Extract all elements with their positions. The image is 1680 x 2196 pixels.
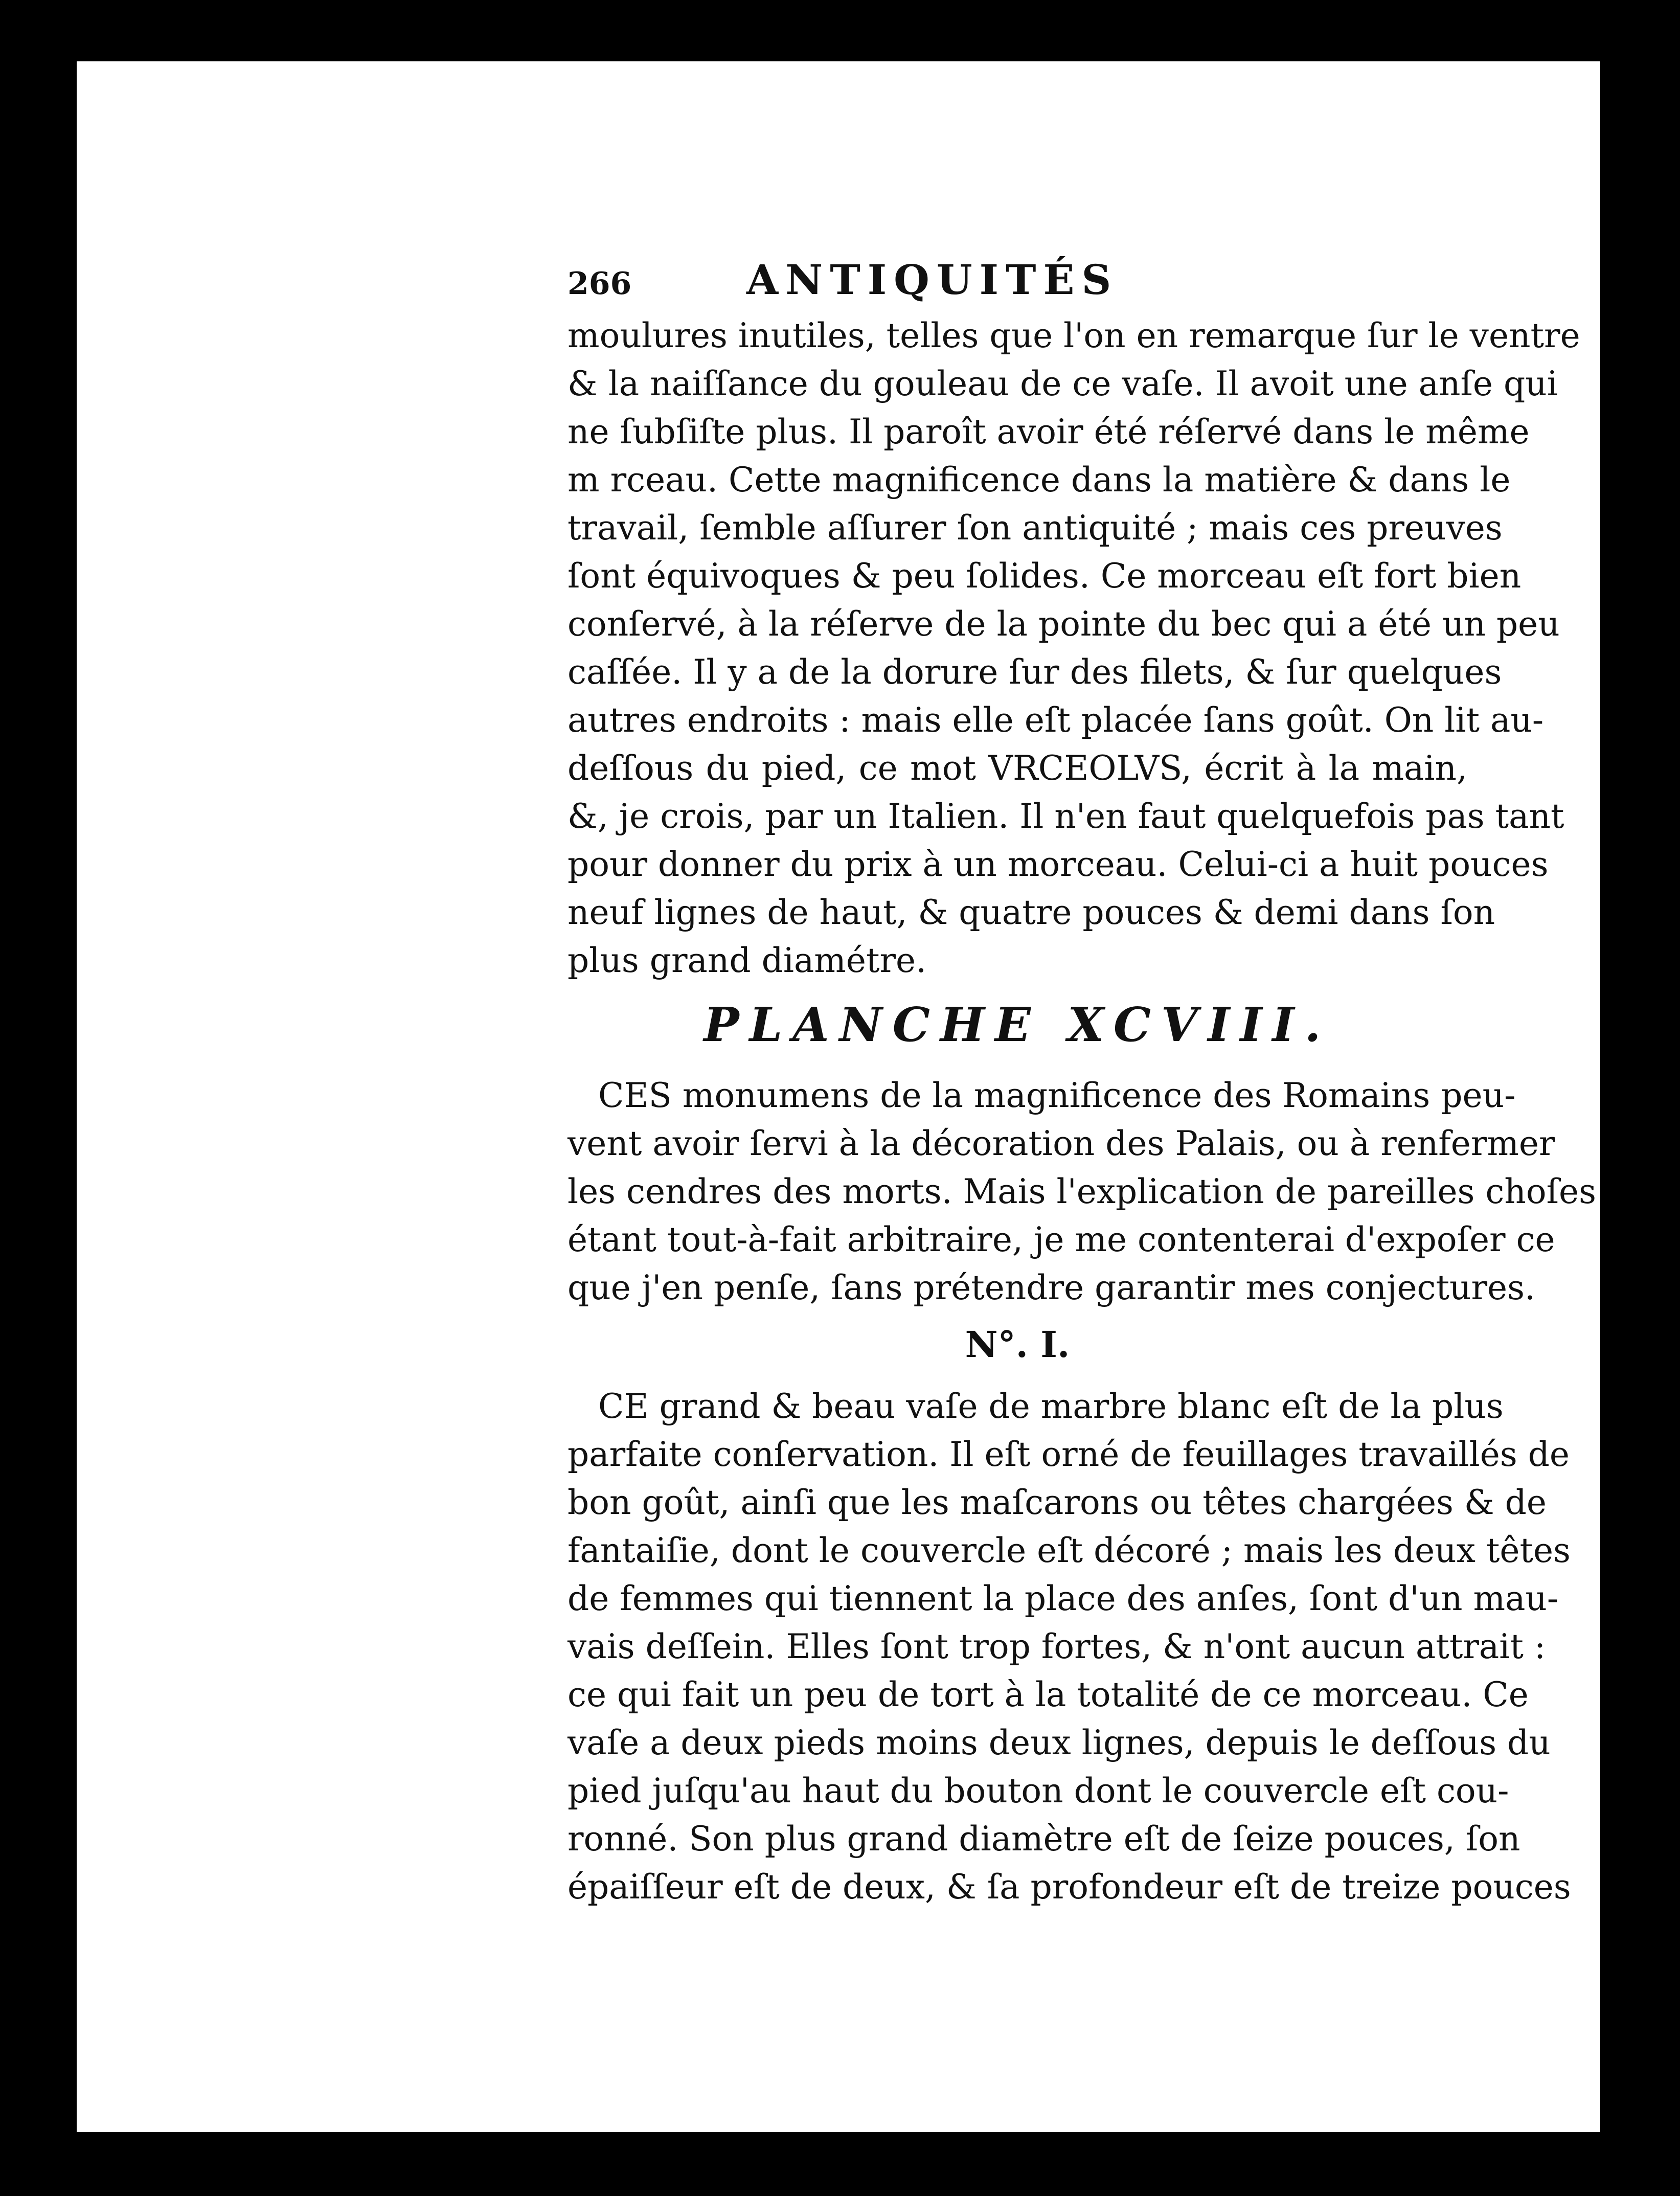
text-line: épaiſſeur eſt de deux, & ſa profondeur eſt de treize pouces [567, 1867, 1571, 1907]
text-line: conſervé, à la réſerve de la pointe du bec qui a été un peu [567, 604, 1560, 644]
text-line: &, je crois, par un Italien. Il n'en faut quelquefois pas tant [567, 797, 1564, 836]
running-title: ANTIQUITÉS [746, 256, 1119, 304]
text-line: ſont équivoques & peu ſolides. Ce morceau eſt fort bien [567, 556, 1522, 596]
text-line: ronné. Son plus grand diamètre eſt de ſeize pouces, ſon [567, 1819, 1520, 1859]
text-line: plus grand diamétre. [567, 941, 927, 980]
paragraph-2 [567, 1072, 1596, 1312]
text-line: caſſée. Il y a de la dorure ſur des filets, & ſur quelques [567, 652, 1502, 692]
paragraph-3 [567, 1383, 1571, 1911]
text-line: vaſe a deux pieds moins deux lignes, depuis le deſſous du [567, 1723, 1551, 1762]
text-line: bon goût, ainſi que les maſcarons ou têtes chargées & de [567, 1483, 1547, 1522]
text-line: pour donner du prix à un morceau. Celui-ci a huit pouces [567, 845, 1549, 884]
text-block [567, 245, 1596, 1911]
paragraph-1 [567, 312, 1580, 985]
text-line: deſſous du pied, ce mot VRCEOLVS, écrit à la main, [567, 749, 1467, 788]
text-line: travail, ſemble aſſurer ſon antiquité ; mais ces preuves [567, 508, 1503, 548]
text-line: pied juſqu'au haut du bouton dont le couvercle eſt cou- [567, 1771, 1509, 1810]
text-line: & la naiſſance du gouleau de ce vaſe. Il avoit une anſe qui [567, 364, 1558, 403]
text-line: fantaiſie, dont le couvercle eſt décoré ; mais les deux têtes [567, 1531, 1571, 1570]
text-line: que j'en penſe, ſans prétendre garantir mes conjectures. [567, 1268, 1535, 1307]
text-line: m rceau. Cette magnificence dans la matière & dans le [567, 460, 1511, 500]
subheading: N°. I. [965, 1323, 1070, 1366]
book-page [77, 61, 1600, 2132]
page-header [567, 245, 1467, 312]
text-line: neuf lignes de haut, & quatre pouces & demi dans ſon [567, 893, 1495, 932]
text-line: étant tout-à-fait arbitraire, je me contenterai d'expoſer ce [567, 1220, 1555, 1259]
text-line: CE grand & beau vaſe de marbre blanc eſt de la plus [598, 1387, 1504, 1426]
text-line: CES monumens de la magnificence des Romains peu- [598, 1076, 1516, 1115]
text-line: ne ſubſiſte plus. Il paroît avoir été réſervé dans le même [567, 412, 1530, 451]
text-line: vais deſſein. Elles ſont trop fortes, & n'ont aucun attrait : [567, 1627, 1546, 1666]
text-line: moulures inutiles, telles que l'on en remarque ſur le ventre [567, 316, 1580, 355]
page-number: 266 [567, 266, 632, 302]
text-line: parfaite conſervation. Il eſt orné de feuillages travaillés de [567, 1435, 1570, 1474]
text-line: les cendres des morts. Mais l'explication de pareilles choſes [567, 1172, 1596, 1211]
text-line: vent avoir ſervi à la décoration des Palais, ou à renfermer [567, 1124, 1555, 1163]
text-line: ce qui fait un peu de tort à la totalité de ce morceau. Ce [567, 1675, 1529, 1714]
text-line: de femmes qui tiennent la place des anſes, ſont d'un mau- [567, 1579, 1559, 1618]
section-heading: PLANCHE XCVIII. [703, 997, 1331, 1052]
text-line: autres endroits : mais elle eſt placée ſans goût. On lit au- [567, 700, 1544, 740]
